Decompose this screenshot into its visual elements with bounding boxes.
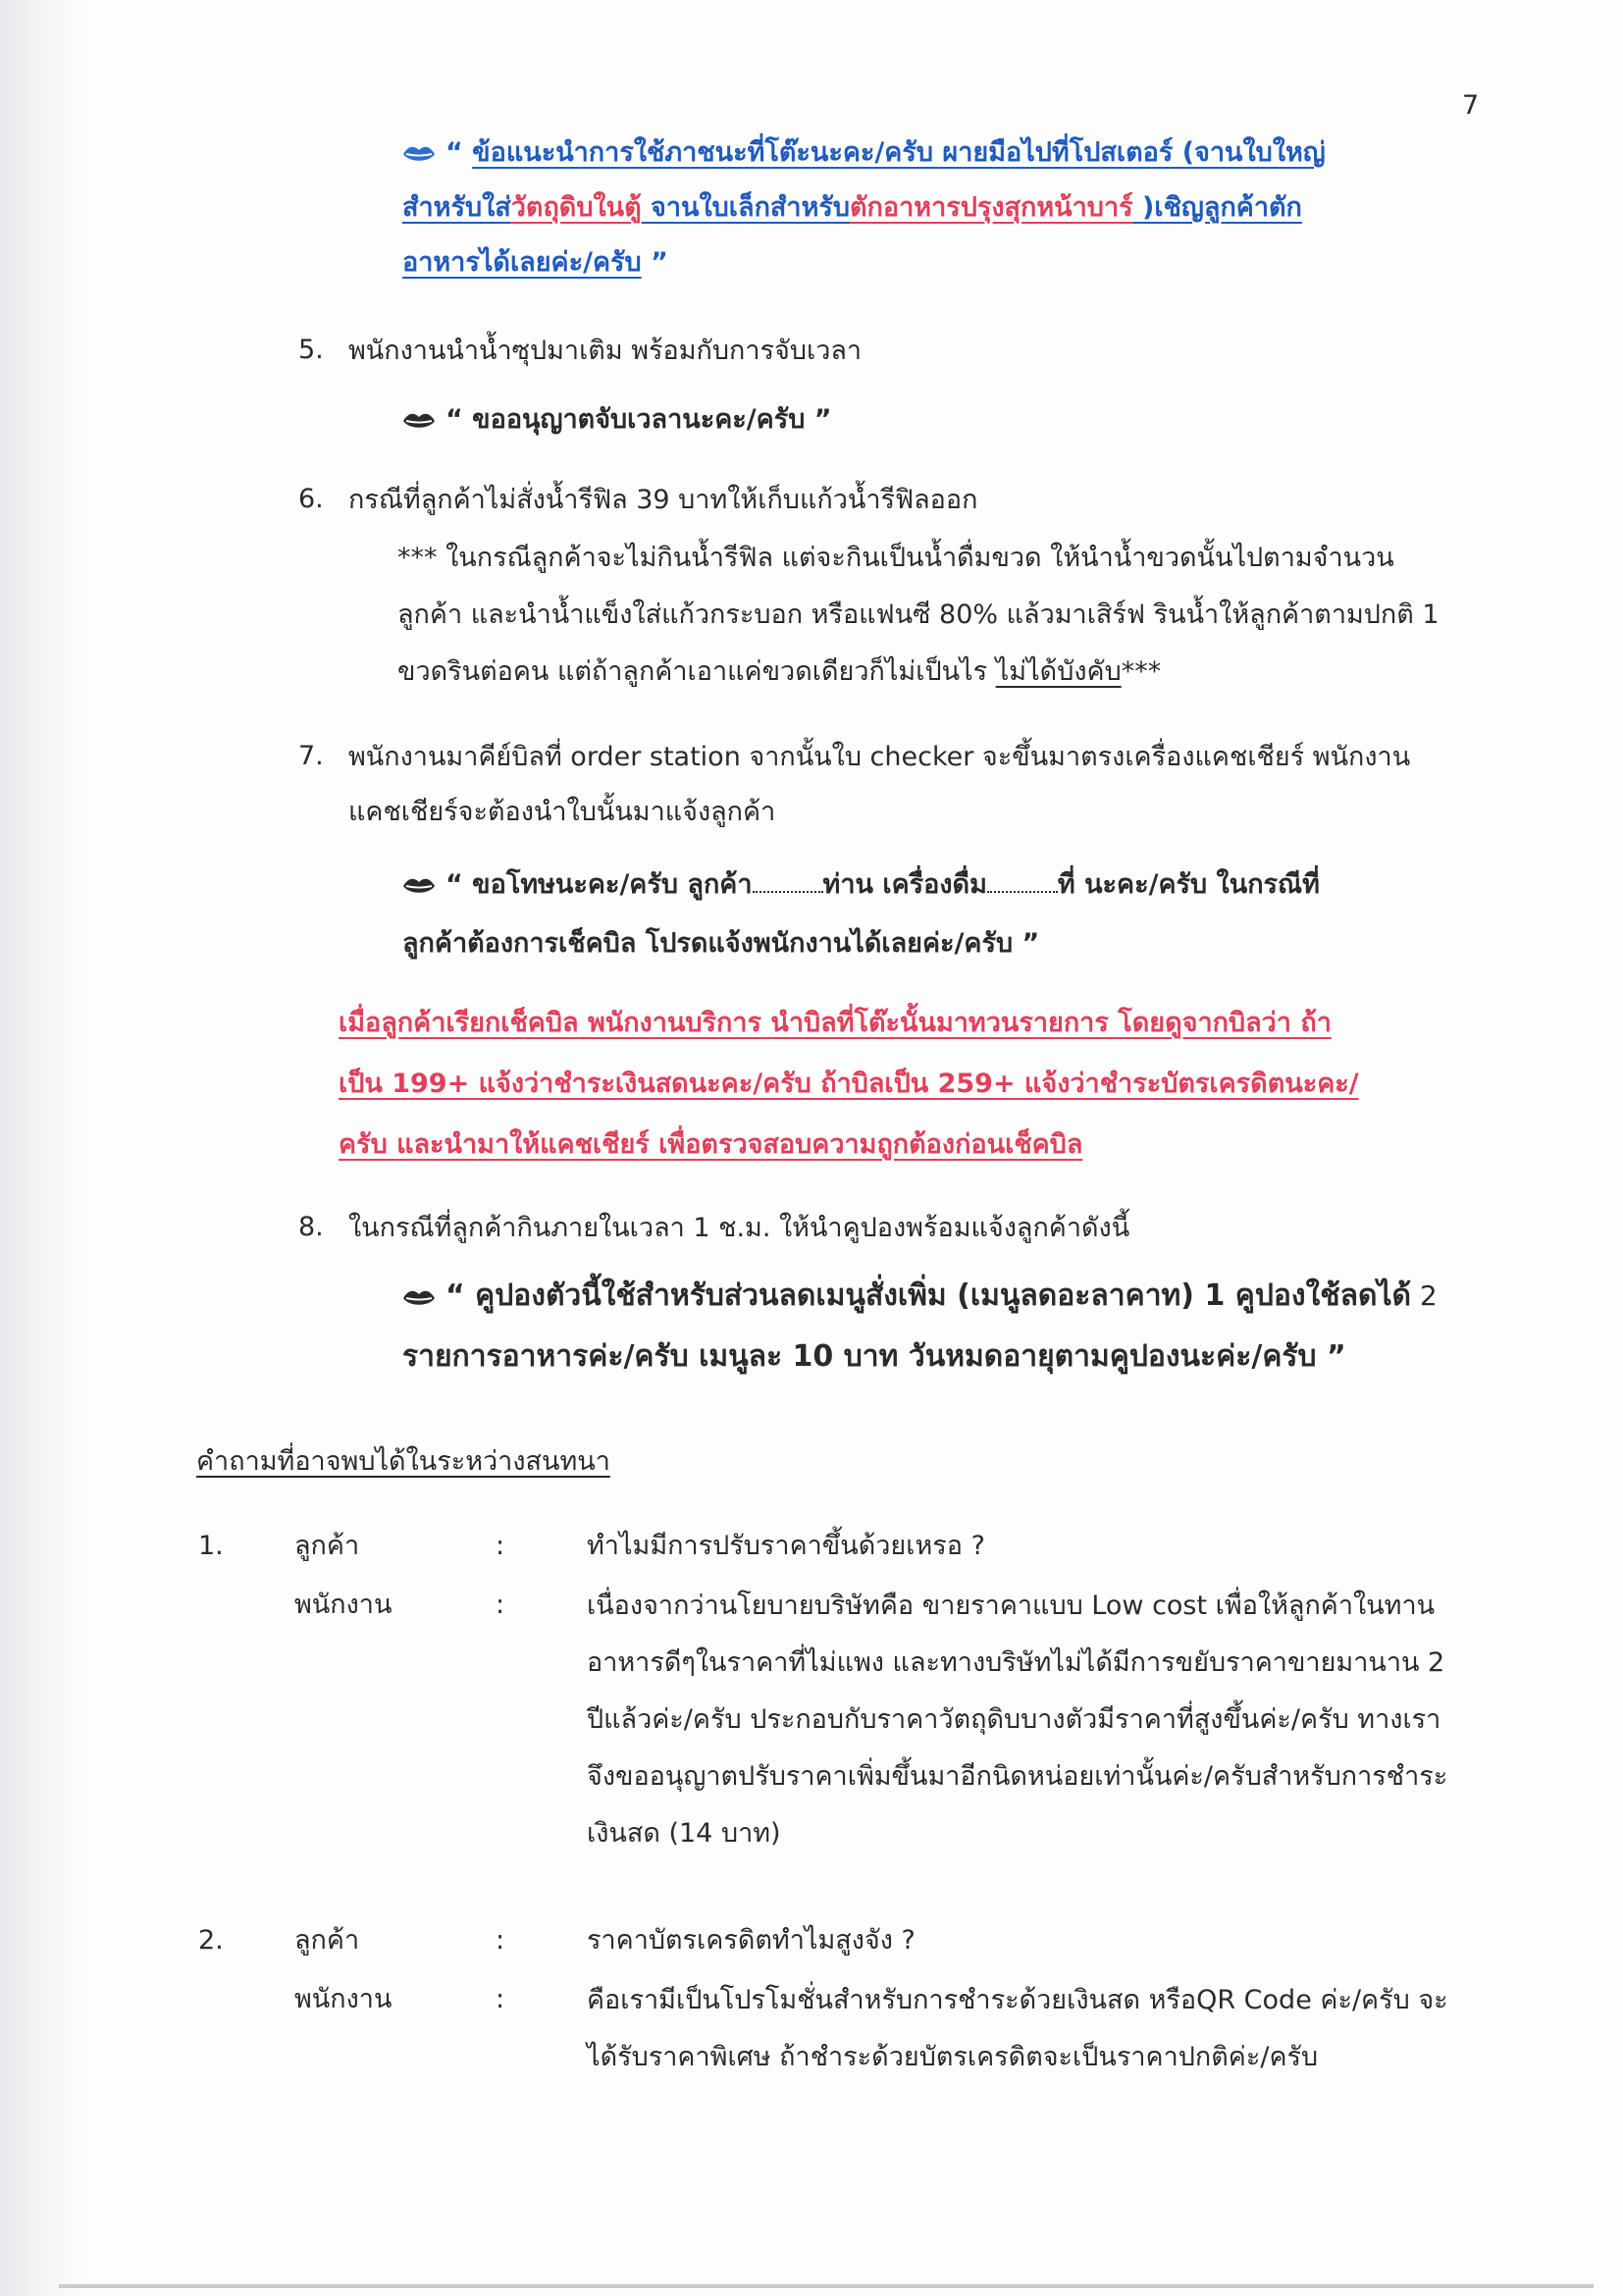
lips-icon [402, 876, 436, 896]
speech-part: ที่ นะคะ/ครับ ในกรณีที่ [1057, 869, 1320, 900]
item-8-text: ในกรณีที่ลูกค้ากินภายในเวลา 1 ช.ม. ให้นำคูปองพร้อมแจ้งลูกค้าดังนี้ [348, 1213, 1130, 1243]
item-7-speech [402, 856, 1320, 973]
note-line: ลูกค้า และนำน้ำแข็งใส่แก้วกระบอก หรือแฟนซี 80% แล้วมาเสิร์ฟ รินน้ำให้ลูกค้าตามปกติ 1 [397, 600, 1440, 630]
item-5-speech [402, 392, 831, 447]
answer-line: จึงขออนุญาตปรับราคาเพิ่มขึ้นมาอีกนิดหน่อยเท่านั้นค่ะ/ครับสำหรับการชำระ [587, 1761, 1448, 1792]
not-mandatory-text: ไม่ได้บังคับ [995, 656, 1122, 687]
note-line: *** ในกรณีลูกค้าจะไม่กินน้ำรีฟิล แต่จะกินเป็นน้ำดื่มขวด ให้นำน้ำขวดนั้นไปตามจำนวน [397, 543, 1394, 573]
tip-segment: )เชิญลูกค้าตัก [1132, 192, 1302, 223]
item-5-text: พนักงานนำน้ำซุปมาเติม พร้อมกับการจับเวลา [348, 336, 863, 366]
tip-segment: ข้อแนะนำการใช้ภาชนะที่โต๊ะนะคะ/ครับ ผายมือไปที่โปสเตอร์ (จานใบใหญ่ [472, 137, 1326, 168]
answer-line: เนื่องจากว่านโยบายบริษัทคือ ขายราคาแบบ Low cost เพื่อให้ลูกค้าในทาน [587, 1591, 1436, 1621]
note-end: *** [1121, 656, 1162, 687]
scan-bottom-edge [59, 2284, 1594, 2288]
speech-line-2: ลูกค้าต้องการเช็คบิล โปรดแจ้งพนักงานได้เลยค่ะ/ครับ ” [402, 928, 1040, 959]
tip-line-1 [402, 126, 1326, 181]
red-notice-line: เป็น 199+ แจ้งว่าชำระเงินสดนะคะ/ครับ ถ้าบิลเป็น 259+ แจ้งว่าชำระบัตรเครดิตนะคะ/ [339, 1069, 1359, 1099]
scan-edge-shadow [0, 0, 88, 2296]
tip-segment: สำหรับใส่ [402, 192, 511, 223]
staff-label: พนักงาน [294, 1590, 393, 1620]
question-text: ทำไมมีการปรับราคาขึ้นด้วยเหรอ ? [587, 1531, 985, 1561]
answer-line: อาหารดีๆในราคาที่ไม่แพง และทางบริษัทไม่ได้มีการขยับราคาขายมานาน 2 [587, 1647, 1445, 1678]
speech-text: “ ขออนุญาตจับเวลานะคะ/ครับ ” [445, 404, 832, 435]
colon: : [496, 1925, 505, 1956]
answer-line: เงินสด (14 บาท) [587, 1818, 781, 1849]
item-8-speech [402, 1266, 1438, 1387]
answer-block [587, 1578, 1447, 1862]
item-6-text: กรณีที่ลูกค้าไม่สั่งน้ำรีฟิล 39 บาทให้เก็บแก้วน้ำรีฟิลออก [348, 485, 978, 515]
red-notice-line: เมื่อลูกค้าเรียกเช็คบิล พนักงานบริการ นำบิลที่โต๊ะนั้นมาทวนรายการ โดยดูจากบิลว่า ถ้า [339, 1008, 1332, 1038]
tip-segment: “ [445, 137, 473, 168]
answer-line: ปีแล้วค่ะ/ครับ ประกอบกับราคาวัตถุดิบบางตัวมีราคาที่สูงขึ้นค่ะ/ครับ ทางเรา [587, 1704, 1441, 1735]
blank-dots [987, 887, 1058, 893]
tip-segment: วัตถุดิบในตู้ [510, 192, 642, 223]
answer-line: ได้รับราคาพิเศษ ถ้าชำระด้วยบัตรเครดิตจะเป็นราคาปกติค่ะ/ครับ [587, 2042, 1319, 2072]
note-line [397, 644, 1440, 701]
note-line-text: ขวดรินต่อคน แต่ถ้าลูกค้าเอาแค่ขวดเดียวก็ไม่เป็นไร [397, 656, 996, 687]
answer-block [587, 1972, 1448, 2086]
colon: : [496, 1590, 505, 1620]
tip-segment: จานใบเล็กสำหรับ [641, 192, 851, 223]
item-7-line-2: แคชเชียร์จะต้องนำใบนั้นมาแจ้งลูกค้า [348, 797, 776, 827]
customer-label: ลูกค้า [294, 1925, 360, 1956]
blank-dots [753, 887, 823, 893]
colon: : [496, 1984, 505, 2014]
lips-icon [402, 411, 436, 431]
qa-heading: คำถามที่อาจพบได้ในระหว่างสนทนา [196, 1446, 610, 1477]
qa-number: 1. [198, 1531, 224, 1561]
page-number: 7 [1462, 90, 1480, 121]
item-number: 7. [298, 741, 324, 771]
tip-line-2 [402, 181, 1326, 235]
qa-number: 2. [198, 1925, 224, 1956]
question-text: ราคาบัตรเครดิตทำไมสูงจัง ? [587, 1925, 916, 1956]
staff-label: พนักงาน [294, 1984, 393, 2014]
speech-normal: 2 [1411, 1279, 1438, 1312]
tip-block [402, 126, 1326, 290]
tip-segment: ตักอาหารปรุงสุกหน้าบาร์ [850, 192, 1133, 223]
item-number: 5. [298, 335, 324, 365]
red-notice-line: ครับ และนำมาให้แคชเชียร์ เพื่อตรวจสอบความถูกต้องก่อนเช็คบิล [339, 1129, 1083, 1160]
lips-icon [402, 144, 436, 164]
lips-icon [402, 1288, 436, 1308]
speech-bold: “ คูปองตัวนี้ใช้สำหรับส่วนลดเมนูสั่งเพิ่ม (เมนูลดอะลาคาท) 1 คูปองใช้ลดได้ [445, 1278, 1412, 1313]
speech-part: “ ขอโทษนะคะ/ครับ ลูกค้า [445, 869, 753, 900]
speech-part: ท่าน เครื่องดื่ม [822, 869, 987, 900]
item-6-note [397, 530, 1440, 701]
tip-line-3 [402, 235, 1326, 290]
red-notice [339, 993, 1359, 1175]
colon: : [496, 1531, 505, 1561]
tip-line-text [445, 137, 1326, 168]
item-7-text: พนักงานมาคีย์บิลที่ order station จากนั้นใบ checker จะขึ้นมาตรงเครื่องแคชเชียร์ พนักงาน [348, 742, 1411, 772]
item-number: 6. [298, 484, 324, 514]
tip-segment: ” [641, 247, 668, 278]
tip-segment: อาหารได้เลยค่ะ/ครับ [402, 247, 642, 278]
answer-line: คือเรามีเป็นโปรโมชั่นสำหรับการชำระด้วยเงินสด หรือQR Code ค่ะ/ครับ จะ [587, 1985, 1448, 2015]
speech-line-2: รายการอาหารค่ะ/ครับ เมนูละ 10 บาท วันหมดอายุตามคูปองนะค่ะ/ครับ ” [402, 1339, 1346, 1374]
item-number: 8. [298, 1212, 324, 1242]
customer-label: ลูกค้า [294, 1531, 360, 1561]
